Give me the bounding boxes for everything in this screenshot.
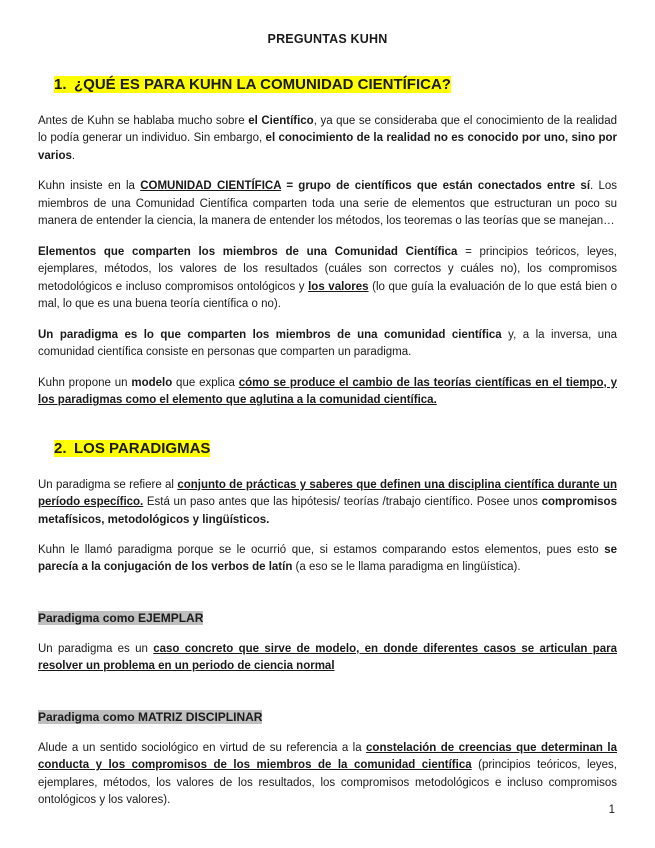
text-run: Un paradigma se refiere al — [38, 478, 178, 491]
text-run: (a eso se le llama paradigma en lingüística). — [292, 561, 521, 574]
text-run: cómo se produce el cambio de las teorías científicas en el tiempo, y los paradigmas como el elemento que aglutina a la comunidad científica. — [38, 376, 617, 407]
text-run: COMUNIDAD CIENTÍFICA — [140, 180, 282, 193]
text-run: conjunto de prácticas y saberes que definen una disciplina científica durante un período específico. — [38, 478, 617, 509]
text-run: Un paradigma es lo que comparten los miembros de una comunidad científica — [38, 328, 502, 341]
paragraph — [38, 327, 617, 362]
text-run: Elementos que comparten los miembros de una Comunidad Científica — [38, 245, 458, 258]
text-run: . — [71, 149, 76, 162]
text-run: = principios teóricos, leyes, ejemplares, métodos, los valores de los resultados (cuáles son correctos y cuáles no), los compromisos metodológicos e incluso compromisos ontológicos y — [38, 245, 618, 293]
section-heading — [54, 76, 617, 93]
text-run: = grupo de científicos que están conectados entre sí — [281, 180, 591, 193]
paragraph — [38, 740, 617, 810]
subsection-heading — [38, 611, 617, 625]
text-run: el conocimiento de la realidad no es conocido por uno, sino por varios — [38, 132, 617, 162]
subsection-heading — [38, 710, 617, 724]
text-run: Alude a un sentido sociológico en virtud de su referencia a la — [38, 741, 367, 754]
text-run: (lo que guía la evaluación de lo que está bien o mal, lo que es una buena teoría científica o no). — [38, 280, 617, 311]
page-number: 1 — [608, 804, 615, 816]
paragraph — [38, 178, 617, 230]
text-run: Paradigma como EJEMPLAR — [38, 610, 204, 625]
text-run: 1. ¿QUÉ ES PARA KUHN LA COMUNIDAD CIENTÍFICA? — [54, 76, 451, 93]
paragraph — [38, 542, 617, 577]
text-run: los valores — [308, 280, 369, 293]
text-run: . Los miembros de una Comunidad Científica comparten toda una serie de elementos que estructuran un poco su manera de entender la ciencia, la manera de entender los métodos, los teoremas o las teorías que se manejan… — [38, 180, 617, 228]
text-run: compromisos metafísicos, metodológicos y lingüísticos. — [38, 496, 617, 526]
document-content — [38, 76, 617, 810]
text-run: constelación de creencias que determinan la conducta y los compromisos de los miembros de la comunidad científica — [38, 741, 617, 772]
paragraph — [38, 477, 617, 529]
paragraph — [38, 375, 617, 410]
text-run: se parecía a la conjugación de los verbos de latín — [38, 543, 617, 574]
text-run: Kuhn le llamó paradigma porque se le ocurrió que, si estamos comparando estos elementos, pues esto — [38, 543, 605, 556]
text-run: y, a la inversa, una comunidad científica consiste en personas que comparten un paradigma. — [38, 328, 617, 359]
text-run: caso concreto que sirve de modelo, en donde diferentes casos se articulan para resolver un problema en un periodo de ciencia normal — [38, 642, 617, 673]
text-run: Está un paso antes que las hipótesis/ teorías /trabajo científico. Posee unos — [143, 496, 542, 509]
text-run: el Científico — [248, 115, 314, 127]
document-title: PREGUNTAS KUHN — [267, 32, 388, 46]
text-run: 2. LOS PARADIGMAS — [54, 439, 211, 457]
paragraph — [38, 244, 617, 314]
text-run: Kuhn propone un — [38, 376, 132, 389]
text-run: Antes de Kuhn se hablaba mucho sobre — [38, 115, 249, 127]
paragraph — [38, 113, 617, 165]
text-run: Kuhn insiste en la — [38, 180, 141, 193]
text-run: Paradigma como MATRIZ DISCIPLINAR — [38, 709, 263, 724]
section-heading — [54, 440, 617, 457]
paragraph — [38, 641, 617, 676]
text-run: Un paradigma es un — [38, 642, 154, 655]
text-run: (principios teóricos, leyes, ejemplares, métodos, los valores de los resultados, los compromisos metodológicos e incluso compromisos ontológicos y los valores). — [38, 759, 618, 807]
text-run: modelo — [131, 376, 173, 389]
text-run: , ya que se consideraba que el conocimiento de la realidad lo podía generar un individuo. Sin embargo, — [38, 115, 617, 145]
text-run: que explica — [172, 376, 239, 389]
